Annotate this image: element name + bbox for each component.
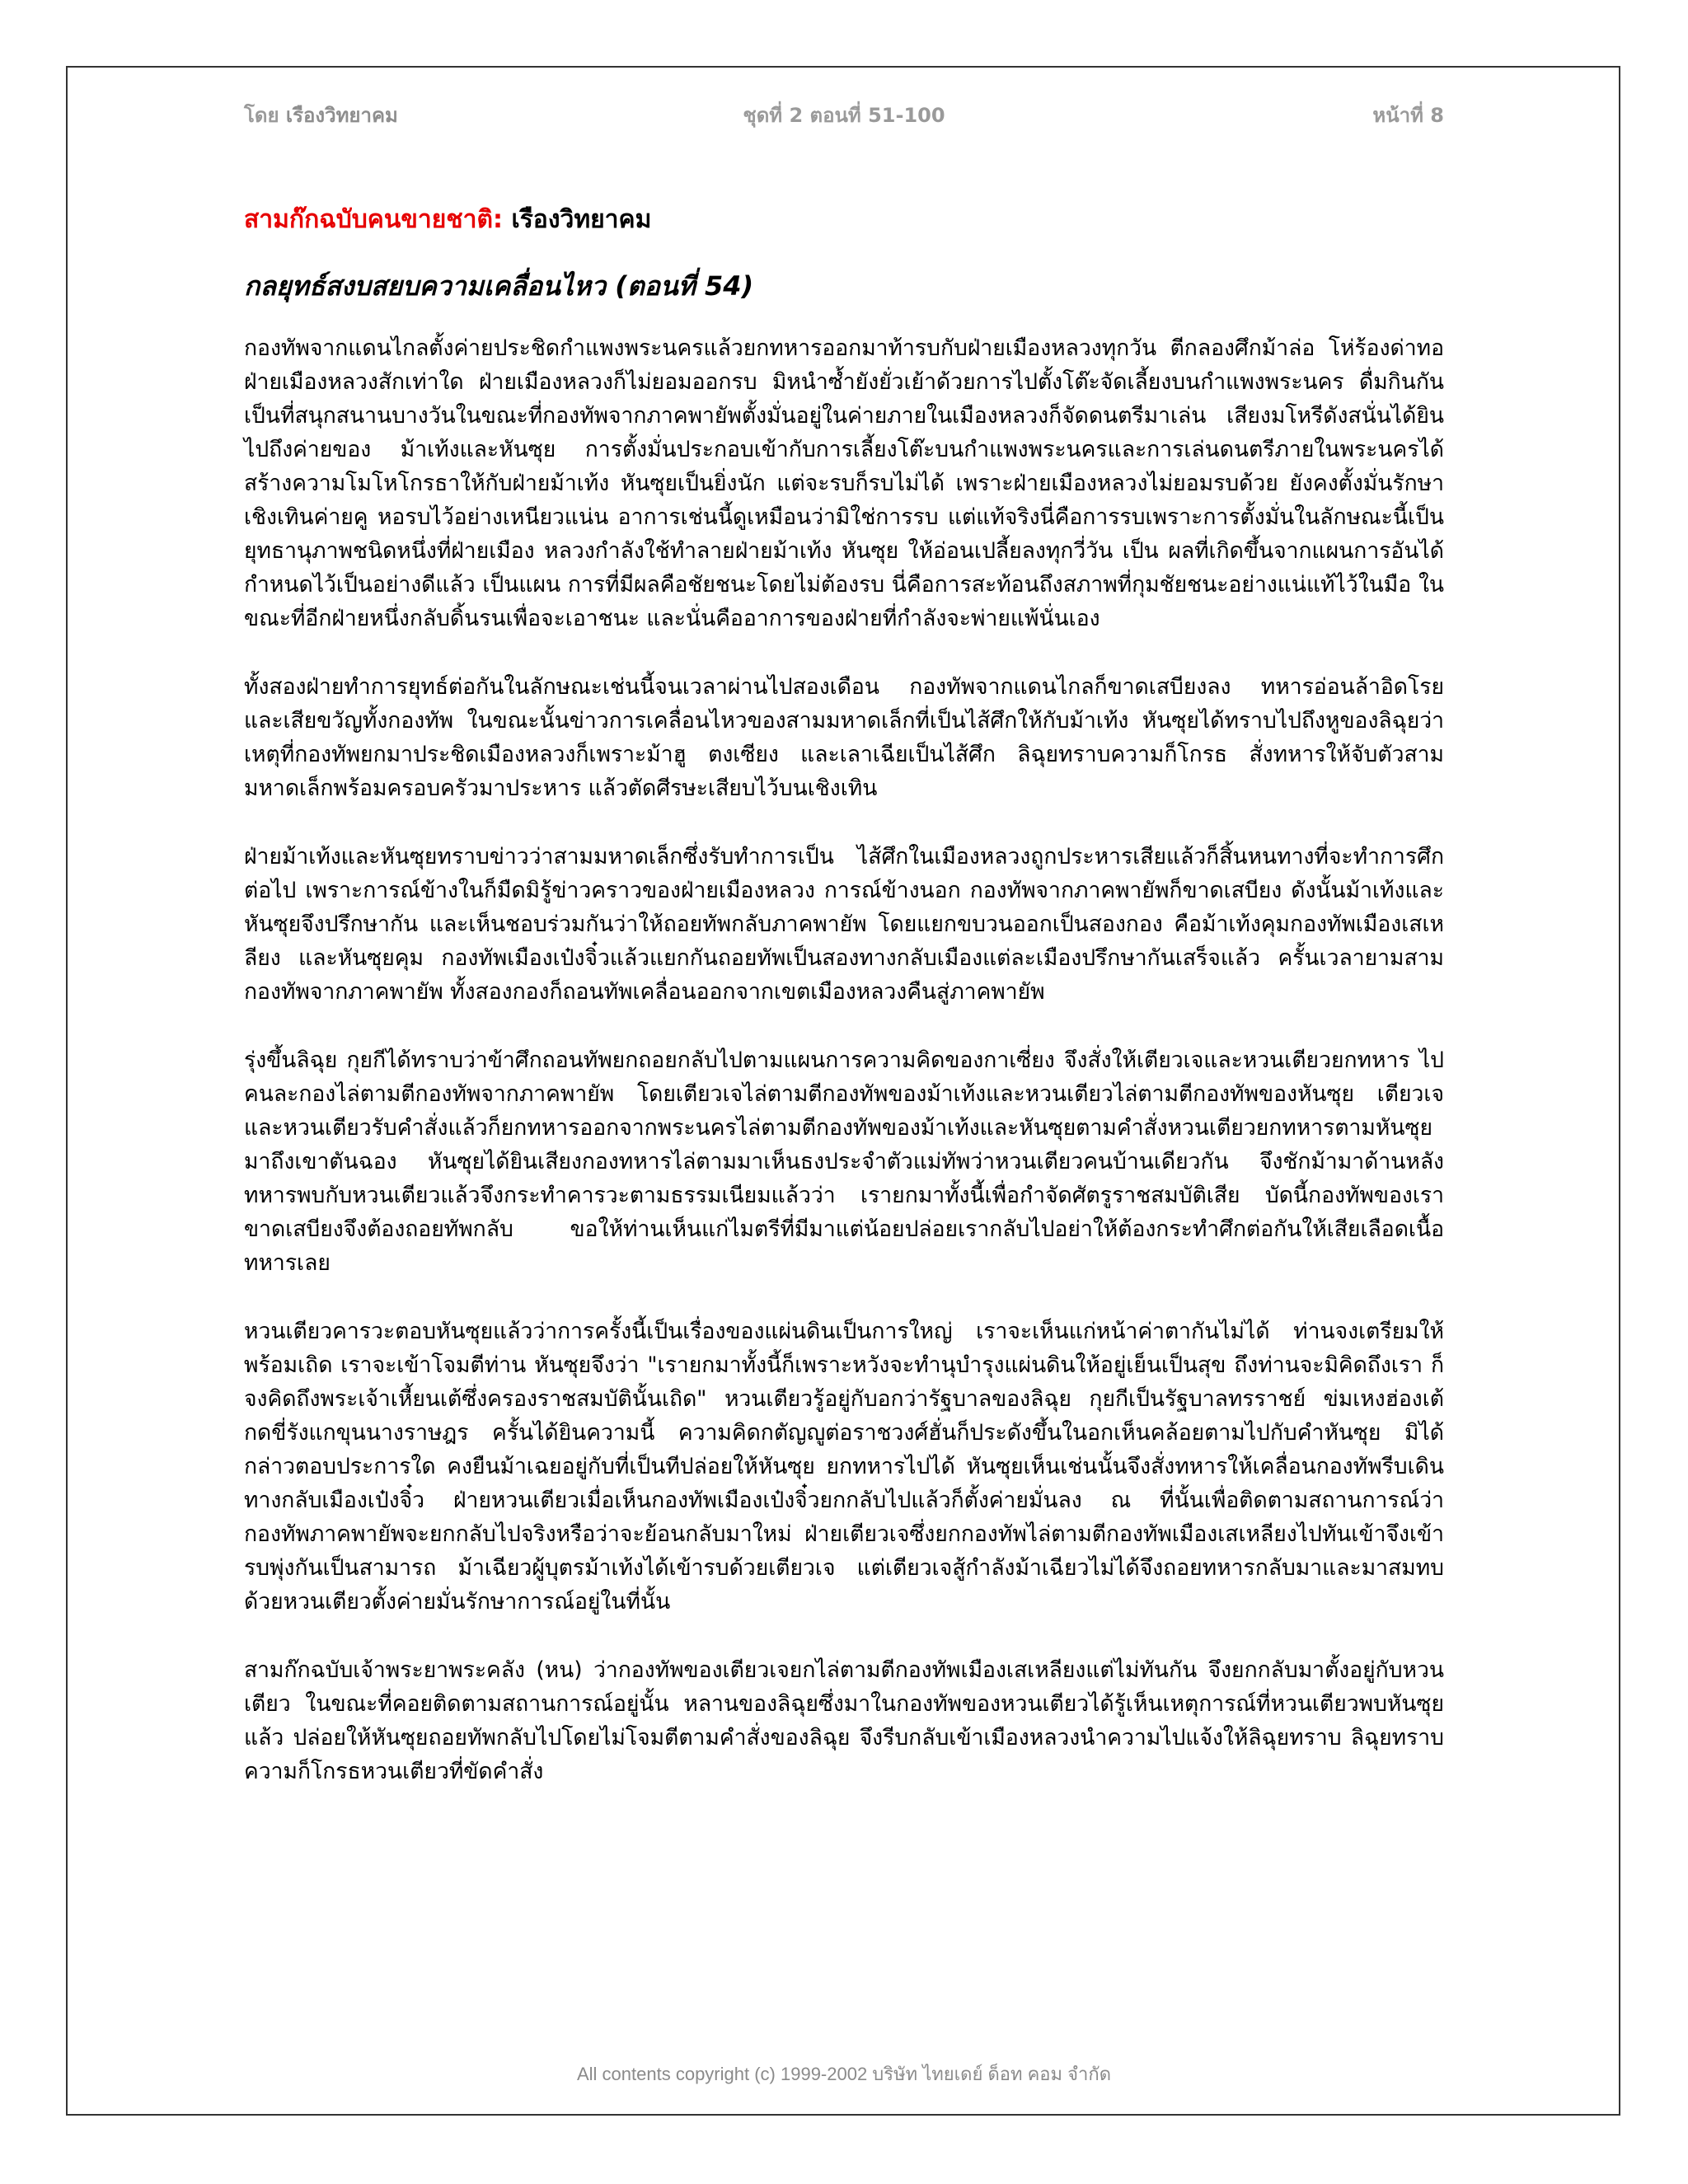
article-body bbox=[244, 331, 1444, 1823]
paragraph: สามก๊กฉบับเจ้าพระยาพระคลัง (หน) ว่ากองทัพของเตียวเจยกไล่ตามตีกองทัพเมืองเสเหลียงแต่ไม่ทันกัน จึงยกกลับมาตั้งอยู่กับหวนเตียว ในขณะที่คอยติดตามสถานการณ์อยู่นั้น หลานของลิฉุยซึ่งมาในกองทัพของหวนเตียวได้รู้เห็นเหตุการณ์ที่หวนเตียวพบหันซุยแล้ว ปล่อยให้หันซุยถอยทัพกลับไปโดยไม่โจมตีตามคำสั่งของลิฉุย จึงรีบกลับเข้าเมืองหลวงนำความไปแจ้งให้ลิฉุยทราบ ลิฉุยทราบความก็โกรธหวนเตียวที่ขัดคำสั่ง bbox=[244, 1657, 1444, 1784]
header-page-number: หน้าที่ 8 bbox=[1372, 104, 1444, 127]
title-series: สามก๊กฉบับคนขายชาติ: bbox=[244, 205, 503, 234]
copyright-footer: All contents copyright (c) 1999-2002 บริษัท ไทยเดย์ ด็อท คอม จำกัด bbox=[577, 2064, 1111, 2084]
header-author: เรืองวิทยาคม bbox=[285, 104, 398, 127]
running-header bbox=[244, 99, 1444, 129]
paragraph: หวนเตียวคารวะตอบหันซุยแล้วว่าการครั้งนี้เป็นเรื่องของแผ่นดินเป็นการใหญ่ เราจะเห็นแก่หน้าค่าตากันไม่ได้ ท่านจงเตรียมให้พร้อมเถิด เราจะเข้าโจมตีท่าน หันซุยจึงว่า "เรายกมาทั้งนี้ก็เพราะหวังจะทำนุบำรุงแผ่นดินให้อยู่เย็นเป็นสุข ถึงท่านจะมิคิดถึงเรา ก็จงคิดถึงพระเจ้าเหี้ยนเต้ซึ่งครองราชสมบัตินั้นเถิด" หวนเตียวรู้อยู่กับอกว่ารัฐบาลของลิฉุย กุยกีเป็นรัฐบาลทรราชย์ ข่มเหงฮ่องเต้กดขี่รังแกขุนนางราษฎร ครั้นได้ยินความนี้ ความคิดกตัญญูต่อราชวงศ์ฮั่นก็ประดังขึ้นในอกเห็นคล้อยตามไปกับคำหันซุย มิได้กล่าวตอบประการใด คงยืนม้าเฉยอยู่กับที่เป็นทีปล่อยให้หันซุย ยกทหารไปได้ หันซุยเห็นเช่นนั้นจึงสั่งทหารให้เคลื่อนกองทัพรีบเดินทางกลับเมืองเป๋งจิ๋ว ฝ่ายหวนเตียวเมื่อเห็นกองทัพเมืองเป๋งจิ๋วยกกลับไปแล้วก็ตั้งค่ายมั่นลง ณ ที่นั้นเพื่อติดตามสถานการณ์ว่ากองทัพภาคพายัพจะยกกลับไปจริงหรือว่าจะย้อนกลับมาใหม่ ฝ่ายเตียวเจซึ่งยกกองทัพไล่ตามตีกองทัพเมืองเสเหลียงไปทันเข้าจึงเข้ารบพุ่งกันเป็นสามารถ ม้าเฉียวผู้บุตรม้าเท้งได้เข้ารบด้วยเตียวเจ แต่เตียวเจสู้กำลังม้าเฉียวไม่ได้จึงถอยทหารกลับมาและมาสมทบด้วยหวนเตียวตั้งค่ายมั่นรักษาการณ์อยู่ในที่นั้น bbox=[244, 1319, 1444, 1615]
paragraph: กองทัพจากแดนไกลตั้งค่ายประชิดกำแพงพระนครแล้วยกทหารออกมาท้ารบกับฝ่ายเมืองหลวงทุกวัน ตีกลองศึกม้าล่อ โห่ร้องด่าทอฝ่ายเมืองหลวงสักเท่าใด ฝ่ายเมืองหลวงก็ไม่ยอมออกรบ มิหนำซ้ำยังยั่วเย้าด้วยการไปตั้งโต๊ะจัดเลี้ยงบนกำแพงพระนคร ดื่มกินกันเป็นที่สนุกสนานบางวันในขณะที่กองทัพจากภาคพายัพตั้งมั่นอยู่ในค่ายภายในเมืองหลวงก็จัดดนตรีมาเล่น เสียงมโหรีดังสนั่นได้ยินไปถึงค่ายของ ม้าเท้งและหันซุย การตั้งมั่นประกอบเข้ากับการเลี้ยงโต๊ะบนกำแพงพระนครและการเล่นดนตรีภายในพระนครได้สร้างความโมโหโกรธาให้กับฝ่ายม้าเท้ง หันซุยเป็นยิ่งนัก แต่จะรบก็รบไม่ได้ เพราะฝ่ายเมืองหลวงไม่ยอมรบด้วย ยังคงตั้งมั่นรักษาเชิงเทินค่ายคู หอรบไว้อย่างเหนียวแน่น อาการเช่นนี้ดูเหมือนว่ามิใช่การรบ แต่แท้จริงนี่คือการรบเพราะการตั้งมั่นในลักษณะนี้เป็นยุทธานุภาพชนิดหนึ่งที่ฝ่ายเมือง หลวงกำลังใช้ทำลายฝ่ายม้าเท้ง หันซุย ให้อ่อนเปลี้ยลงทุกวี่วัน เป็น ผลที่เกิดขึ้นจากแผนการอันได้กำหนดไว้เป็นอย่างดีแล้ว เป็นแผน การที่มีผลคือชัยชนะโดยไม่ต้องรบ นี่คือการสะท้อนถึงสภาพที่กุมชัยชนะอย่างแน่แท้ไว้ในมือ ในขณะที่อีกฝ่ายหนึ่งกลับดิ้นรนเพื่อจะเอาชนะ และนั่นคืออาการของฝ่ายที่กำลังจะพ่ายแพ้นั่นเอง bbox=[244, 335, 1444, 631]
paragraph: รุ่งขึ้นลิฉุย กุยกีได้ทราบว่าข้าศึกถอนทัพยกถอยกลับไปตามแผนการความคิดของกาเซี่ยง จึงสั่งให้เตียวเจและหวนเตียวยกทหาร ไปคนละกองไล่ตามตีกองทัพจากภาคพายัพ โดยเตียวเจไล่ตามตีกองทัพของม้าเท้งและหวนเตียวไล่ตามตีกองทัพของหันซุย เตียวเจและหวนเตียวรับคำสั่งแล้วก็ยกทหารออกจากพระนครไล่ตามตีกองทัพของม้าเท้งและหันซุยตามคำสั่งหวนเตียวยกทหารตามหันซุยมาถึงเขาตันฉอง หันซุยได้ยินเสียงกองทหารไล่ตามมาเห็นธงประจำตัวแม่ทัพว่าหวนเตียวคนบ้านเดียวกัน จึงชักม้ามาด้านหลังทหารพบกับหวนเตียวแล้วจึงกระทำคารวะตามธรรมเนียมแล้วว่า เรายกมาทั้งนี้เพื่อกำจัดศัตรูราชสมบัติเสีย บัดนี้กองทัพของเราขาดเสบียงจึงต้องถอยทัพกลับ ขอให้ท่านเห็นแก่ไมตรีที่มีมาแต่น้อยปล่อยเรากลับไปอย่าให้ต้องกระทำศึกต่อกันให้เสียเลือดเนื้อทหารเลย bbox=[244, 1047, 1444, 1276]
header-series-info: ชุดที่ 2 ตอนที่ 51-100 bbox=[743, 104, 945, 127]
paragraph: ทั้งสองฝ่ายทำการยุทธ์ต่อกันในลักษณะเช่นนี้จนเวลาผ่านไปสองเดือน กองทัพจากแดนไกลก็ขาดเสบียงลง ทหารอ่อนล้าอิดโรย และเสียขวัญทั้งกองทัพ ในขณะนั้นข่าวการเคลื่อนไหวของสามมหาดเล็กที่เป็นไส้ศึกให้กับม้าเท้ง หันซุยได้ทราบไปถึงหูของลิฉุยว่าเหตุที่กองทัพยกมาประชิดเมืองหลวงก็เพราะม้าฮู ตงเซียง และเลาเฉียเป็นไส้ศึก ลิฉุยทราบความก็โกรธ สั่งทหารให้จับตัวสามมหาดเล็กพร้อมครอบครัวมาประหาร แล้วตัดศีรษะเสียบไว้บนเชิงเทิน bbox=[244, 674, 1444, 801]
header-by: โดย bbox=[244, 104, 279, 127]
title-author: เรืองวิทยาคม bbox=[511, 205, 652, 234]
chapter-subtitle: กลยุทธ์สงบสยบความเคลื่อนไหว (ตอนที่ 54) bbox=[244, 270, 754, 302]
paragraph: ฝ่ายม้าเท้งและหันซุยทราบข่าวว่าสามมหาดเล็กซึ่งรับทำการเป็น ไส้ศึกในเมืองหลวงถูกประหารเสียแล้วก็สิ้นหนทางที่จะทำการศึกต่อไป เพราะการณ์ข้างในก็มืดมิรู้ข่าวคราวของฝ่ายเมืองหลวง การณ์ข้างนอก กองทัพจากภาคพายัพก็ขาดเสบียง ดังนั้นม้าเท้งและหันซุยจึงปรึกษากัน และเห็นชอบร่วมกันว่าให้ถอยทัพกลับภาคพายัพ โดยแยกขบวนออกเป็นสองกอง คือม้าเท้งคุมกองทัพเมืองเสเหลียง และหันซุยคุม กองทัพเมืองเป๋งจิ๋วแล้วแยกกันถอยทัพเป็นสองทางกลับเมืองแต่ละเมืองปรึกษากันเสร็จแล้ว ครั้นเวลายามสามกองทัพจากภาคพายัพ ทั้งสองกองก็ถอนทัพเคลื่อนออกจากเขตเมืองหลวงคืนสู่ภาคพายัพ bbox=[244, 844, 1444, 1005]
article-title bbox=[244, 200, 651, 239]
